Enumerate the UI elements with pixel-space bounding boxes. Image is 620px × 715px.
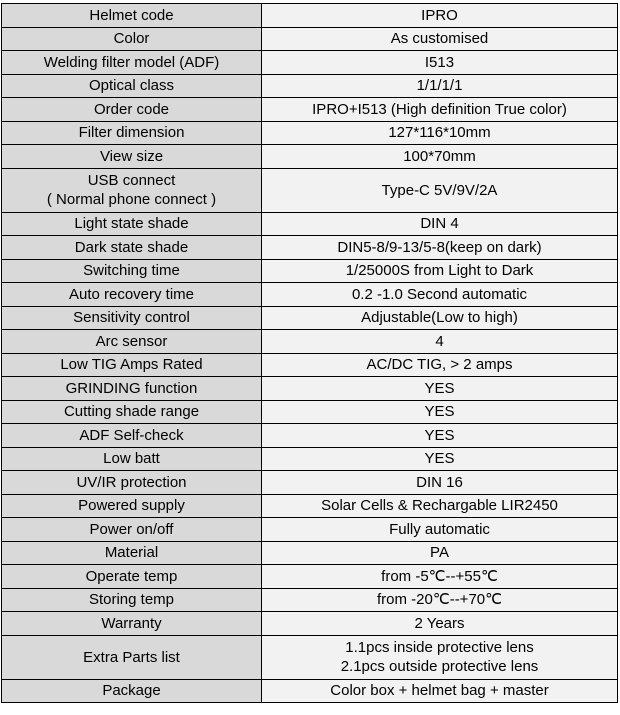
spec-value: Adjustable(Low to high) xyxy=(262,306,618,330)
table-row xyxy=(2,612,618,636)
spec-value: 1/1/1/1 xyxy=(262,74,618,98)
table-row xyxy=(2,565,618,589)
table-row xyxy=(2,518,618,542)
spec-label-line: USB connect xyxy=(87,172,176,189)
spec-label: Switching time xyxy=(2,259,262,283)
table-row xyxy=(2,236,618,260)
spec-label: Welding filter model (ADF) xyxy=(2,51,262,75)
spec-label: GRINDING function xyxy=(2,377,262,401)
spec-label: Cutting shade range xyxy=(2,400,262,424)
spec-value: 100*70mm xyxy=(262,145,618,169)
table-row xyxy=(2,424,618,448)
spec-value: DIN5-8/9-13/5-8(keep on dark) xyxy=(262,236,618,260)
spec-value: YES xyxy=(262,377,618,401)
table-row xyxy=(2,400,618,424)
spec-value: AC/DC TIG, > 2 amps xyxy=(262,353,618,377)
spec-value: 127*116*10mm xyxy=(262,121,618,145)
spec-value-line: 2.1pcs outside protective lens xyxy=(340,658,539,675)
spec-label: Warranty xyxy=(2,612,262,636)
spec-value xyxy=(262,635,618,679)
spec-label: Light state shade xyxy=(2,212,262,236)
table-row xyxy=(2,635,618,679)
spec-value: Type-C 5V/9V/2A xyxy=(262,168,618,212)
spec-value: from -20℃--+70℃ xyxy=(262,588,618,612)
spec-value: I513 xyxy=(262,51,618,75)
spec-label: Auto recovery time xyxy=(2,283,262,307)
spec-label: Order code xyxy=(2,98,262,122)
spec-value: YES xyxy=(262,447,618,471)
spec-label: Low batt xyxy=(2,447,262,471)
spec-label: Material xyxy=(2,541,262,565)
table-row xyxy=(2,168,618,212)
spec-value: 2 Years xyxy=(262,612,618,636)
table-row xyxy=(2,212,618,236)
spec-label: Dark state shade xyxy=(2,236,262,260)
table-row xyxy=(2,27,618,51)
spec-value: Solar Cells & Rechargable LIR2450 xyxy=(262,494,618,518)
spec-label-line: ( Normal phone connect ) xyxy=(46,191,217,208)
spec-label: View size xyxy=(2,145,262,169)
table-row xyxy=(2,259,618,283)
spec-label: Storing temp xyxy=(2,588,262,612)
table-row xyxy=(2,98,618,122)
spec-label: Helmet code xyxy=(2,4,262,28)
spec-label: ADF Self-check xyxy=(2,424,262,448)
spec-value: YES xyxy=(262,400,618,424)
spec-label: Color xyxy=(2,27,262,51)
spec-value: from -5℃--+55℃ xyxy=(262,565,618,589)
spec-label: Extra Parts list xyxy=(2,635,262,679)
spec-value: IPRO+I513 (High definition True color) xyxy=(262,98,618,122)
table-row xyxy=(2,145,618,169)
spec-value: YES xyxy=(262,424,618,448)
table-row xyxy=(2,330,618,354)
spec-value: DIN 16 xyxy=(262,471,618,495)
spec-label: Arc sensor xyxy=(2,330,262,354)
spec-label: Low TIG Amps Rated xyxy=(2,353,262,377)
table-row xyxy=(2,541,618,565)
spec-label: Optical class xyxy=(2,74,262,98)
spec-value: Color box + helmet bag + master xyxy=(262,679,618,703)
spec-label: Sensitivity control xyxy=(2,306,262,330)
table-row xyxy=(2,679,618,703)
spec-label xyxy=(2,168,262,212)
spec-label: Package xyxy=(2,679,262,703)
table-row xyxy=(2,51,618,75)
spec-label: Power on/off xyxy=(2,518,262,542)
table-row xyxy=(2,283,618,307)
table-row xyxy=(2,4,618,28)
table-row xyxy=(2,471,618,495)
spec-value: DIN 4 xyxy=(262,212,618,236)
spec-value-line: 1.1pcs inside protective lens xyxy=(345,639,534,656)
spec-value: 0.2 -1.0 Second automatic xyxy=(262,283,618,307)
spec-value: As customised xyxy=(262,27,618,51)
spec-label: Operate temp xyxy=(2,565,262,589)
table-row xyxy=(2,74,618,98)
spec-value: 4 xyxy=(262,330,618,354)
spec-value: Fully automatic xyxy=(262,518,618,542)
table-row xyxy=(2,377,618,401)
table-row xyxy=(2,494,618,518)
table-row xyxy=(2,447,618,471)
table-row xyxy=(2,306,618,330)
spec-label: Filter dimension xyxy=(2,121,262,145)
spec-label: Powered supply xyxy=(2,494,262,518)
table-row xyxy=(2,121,618,145)
table-row xyxy=(2,588,618,612)
spec-label: UV/IR protection xyxy=(2,471,262,495)
spec-value: IPRO xyxy=(262,4,618,28)
spec-table xyxy=(1,3,618,703)
spec-value: PA xyxy=(262,541,618,565)
table-row xyxy=(2,353,618,377)
spec-value: 1/25000S from Light to Dark xyxy=(262,259,618,283)
